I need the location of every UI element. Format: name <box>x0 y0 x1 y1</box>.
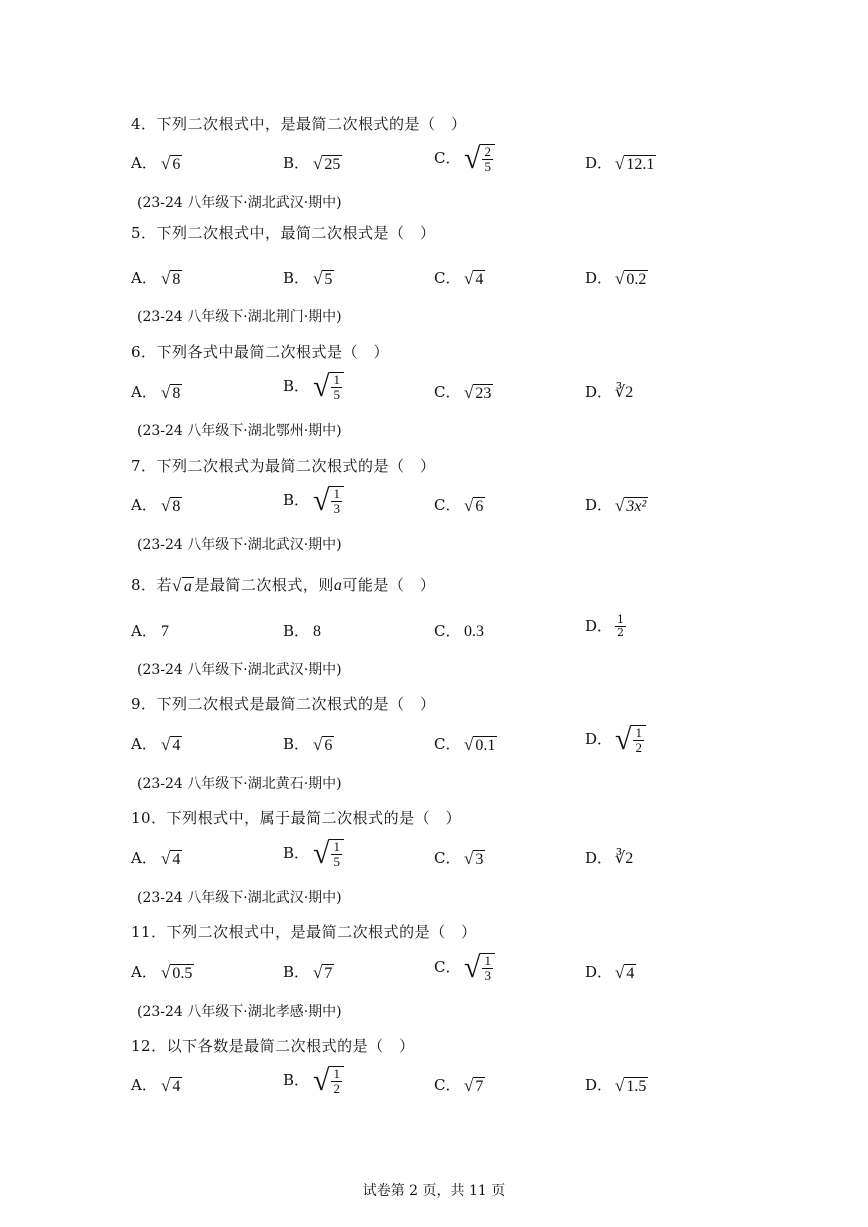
question-12-source: (23-24 八年级下·湖北孝感·期中) <box>137 1004 342 1020</box>
q9-option-b[interactable]: B． √ 6 <box>283 734 333 754</box>
question-4-title: 4．下列二次根式中，是最简二次根式的是（ ） <box>131 115 467 133</box>
q10-option-a[interactable]: A． √ 4 <box>131 848 181 868</box>
q11-option-c[interactable]: C． √ $\frac{1}{3}$ <box>434 953 495 984</box>
question-9-source: (23-24 八年级下·湖北武汉·期中) <box>137 662 342 678</box>
q4-option-a[interactable]: A． √ 6 <box>131 153 181 173</box>
q5-option-b[interactable]: B． √ 5 <box>283 268 333 288</box>
q5-option-d[interactable]: D． √ 0.2 <box>585 268 647 288</box>
q4-option-d[interactable]: D． √ 12.1 <box>585 153 655 173</box>
q11-option-d[interactable]: D． √ 4 <box>585 962 635 982</box>
q12-option-c[interactable]: C． √ 7 <box>434 1075 484 1095</box>
question-12-title: 12．以下各数是最简二次根式的是（ ） <box>131 1037 415 1055</box>
question-11-title: 11．下列二次根式中，是最简二次根式的是（ ） <box>131 923 477 941</box>
q10-option-c[interactable]: C． √ 3 <box>434 848 484 868</box>
question-7-source: (23-24 八年级下·湖北鄂州·期中) <box>137 423 342 439</box>
q10-option-b[interactable]: B． √ $\frac{1}{5}$ <box>283 839 344 870</box>
q9-option-a[interactable]: A． √ 4 <box>131 734 181 754</box>
q10-option-d[interactable]: D． ∛2 <box>585 849 634 867</box>
q7-option-b[interactable]: B． √ $\frac{1}{3}$ <box>283 486 344 517</box>
question-7-title: 7．下列二次根式为最简二次根式的是（ ） <box>131 457 436 475</box>
question-9-title: 9．下列二次根式是最简二次根式的是（ ） <box>131 695 436 713</box>
q12-option-a[interactable]: A． √ 4 <box>131 1075 181 1095</box>
q8-option-c[interactable]: C． 0.3 <box>434 622 484 640</box>
q8-option-d[interactable]: D． $\frac{1}{2}$ <box>585 613 624 640</box>
q7-option-d[interactable]: D． √ 3x² <box>585 495 647 515</box>
question-6-title: 6．下列各式中最简二次根式是（ ） <box>131 343 390 361</box>
q6-option-a[interactable]: A． √ 8 <box>131 382 181 402</box>
q7-option-c[interactable]: C． √ 6 <box>434 495 484 515</box>
q6-option-d[interactable]: D． ∛2 <box>585 383 634 401</box>
q6-option-c[interactable]: C． √ 23 <box>434 382 492 402</box>
q9-option-c[interactable]: C． √ 0.1 <box>434 734 496 754</box>
q11-option-b[interactable]: B． √ 7 <box>283 962 333 982</box>
question-10-source: (23-24 八年级下·湖北黄石·期中) <box>137 776 342 792</box>
q6-option-b[interactable]: B． √ $\frac{1}{5}$ <box>283 372 344 403</box>
q9-option-d[interactable]: D． √ $\frac{1}{2}$ <box>585 725 646 756</box>
question-8-title: 8．若 √ a 是最简二次根式，则a可能是（ ） <box>131 575 436 595</box>
question-11-source: (23-24 八年级下·湖北武汉·期中) <box>137 890 342 906</box>
q4-option-b[interactable]: B． √ 25 <box>283 153 341 173</box>
q5-option-c[interactable]: C． √ 4 <box>434 268 484 288</box>
q8-option-b[interactable]: B． 8 <box>283 622 321 640</box>
page-footer: 试卷第 2 页，共 11 页 <box>362 1183 506 1199</box>
q7-option-a[interactable]: A． √ 8 <box>131 495 181 515</box>
question-10-title: 10．下列根式中，属于最简二次根式的是（ ） <box>131 809 462 827</box>
question-5-source: (23-24 八年级下·湖北武汉·期中) <box>137 195 342 211</box>
question-6-source: (23-24 八年级下·湖北荆门·期中) <box>137 309 342 325</box>
q8-option-a[interactable]: A． 7 <box>131 622 169 640</box>
q12-option-b[interactable]: B． √ $\frac{1}{2}$ <box>283 1066 344 1097</box>
question-8-source: (23-24 八年级下·湖北武汉·期中) <box>137 537 342 553</box>
q5-option-a[interactable]: A． √ 8 <box>131 268 181 288</box>
q12-option-d[interactable]: D． √ 1.5 <box>585 1075 647 1095</box>
question-5-title: 5．下列二次根式中，最简二次根式是（ ） <box>131 224 436 242</box>
q11-option-a[interactable]: A． √ 0.5 <box>131 962 193 982</box>
q4-option-c[interactable]: C． √ $\frac{2}{5}$ <box>434 144 495 175</box>
